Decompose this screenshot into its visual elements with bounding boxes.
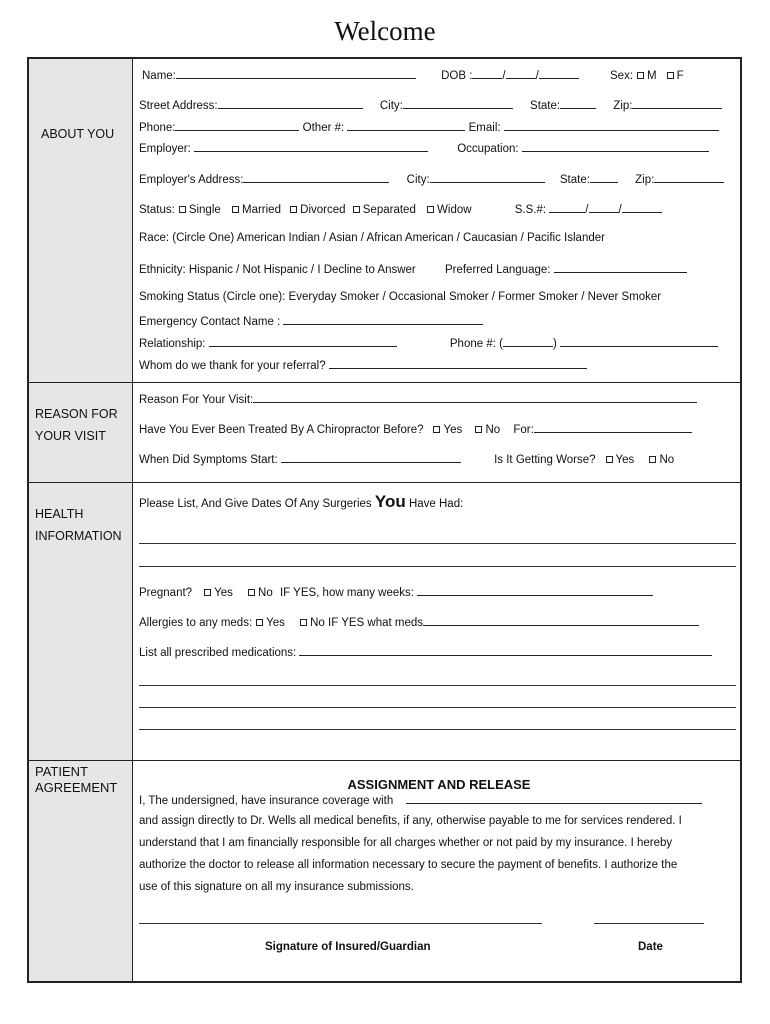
section-label-reason: REASON FOR YOUR VISIT: [35, 407, 118, 443]
pregnant-no-checkbox[interactable]: [248, 589, 255, 596]
phone-row: Phone: Other #: Email:: [139, 120, 719, 134]
chiro-no-checkbox[interactable]: [475, 426, 482, 433]
agreement-line-1: I, The undersigned, have insurance coverage with: [139, 793, 739, 807]
chiropractor-row: Have You Ever Been Treated By A Chiropractor Before? Yes No For:: [139, 422, 692, 436]
agreement-line-2: and assign directly to Dr. Wells all medical benefits, if any, otherwise payable to me for services rendered. I: [139, 815, 682, 827]
patient-intake-form: [27, 57, 742, 983]
page-title: Welcome: [334, 16, 436, 46]
emergency-phone-field[interactable]: [560, 336, 718, 347]
ethnicity-options[interactable]: Ethnicity: Hispanic / Not Hispanic / I Decline to Answer: [139, 264, 416, 276]
status-divorced-checkbox[interactable]: [290, 206, 297, 213]
allergy-meds-field[interactable]: [423, 615, 699, 626]
city-field[interactable]: [403, 98, 513, 109]
pregnant-row: Pregnant? Yes No IF YES, how many weeks:: [139, 585, 653, 599]
relationship-row: Relationship: Phone #: ( ): [139, 336, 718, 350]
symptoms-row: When Did Symptoms Start: Is It Getting Worse? Yes No: [139, 454, 675, 466]
sex-f-checkbox[interactable]: [667, 72, 674, 79]
status-widow-checkbox[interactable]: [427, 206, 434, 213]
signature-line[interactable]: [139, 923, 542, 924]
emergency-contact-row: Emergency Contact Name :: [139, 314, 483, 328]
sex-m-checkbox[interactable]: [637, 72, 644, 79]
dob-month-field[interactable]: [472, 68, 502, 79]
referral-field[interactable]: [329, 358, 587, 369]
surgeries-line-1[interactable]: [139, 543, 736, 544]
medications-line-1[interactable]: [139, 685, 736, 686]
agreement-line-4: authorize the doctor to release all information necessary to secure the payment of benefits. I authorize the: [139, 859, 678, 871]
surgeries-line-2[interactable]: [139, 566, 736, 567]
surgeries-row: Please List, And Give Dates Of Any Surgeries You Have Had:: [139, 492, 464, 511]
phone-field[interactable]: [175, 120, 299, 131]
employer-state-field[interactable]: [590, 172, 618, 183]
agreement-line-3: understand that I am financially responsible for all charges whether or not paid by my insurance. I hereby: [139, 837, 673, 849]
chiro-yes-checkbox[interactable]: [433, 426, 440, 433]
date-line[interactable]: [594, 923, 704, 924]
insurance-company-field[interactable]: [406, 793, 702, 804]
relationship-field[interactable]: [209, 336, 397, 347]
employer-zip-field[interactable]: [654, 172, 724, 183]
race-row[interactable]: Race: (Circle One) American Indian / Asian / African American / Caucasian / Pacific Islander: [139, 232, 605, 244]
name-field[interactable]: [176, 68, 416, 79]
section-label-agreement: PATIENT AGREEMENT: [35, 764, 118, 795]
other-phone-field[interactable]: [347, 120, 465, 131]
referral-row: Whom do we thank for your referral?: [139, 358, 587, 372]
ss-part2-field[interactable]: [589, 202, 619, 213]
assignment-heading: ASSIGNMENT AND RELEASE: [347, 777, 531, 792]
agreement-line-5: use of this signature on all my insurance submissions.: [139, 881, 414, 893]
worse-no-checkbox[interactable]: [649, 456, 656, 463]
pregnant-weeks-field[interactable]: [417, 585, 653, 596]
medications-field[interactable]: [299, 645, 712, 656]
chiro-for-field[interactable]: [534, 422, 692, 433]
dob-year-field[interactable]: [539, 68, 579, 79]
allergies-no-checkbox[interactable]: [300, 619, 307, 626]
email-field[interactable]: [504, 120, 719, 131]
ss-part3-field[interactable]: [622, 202, 662, 213]
emergency-area-code-field[interactable]: [503, 336, 553, 347]
medications-line-3[interactable]: [139, 729, 736, 730]
allergies-yes-checkbox[interactable]: [256, 619, 263, 626]
ss-part1-field[interactable]: [549, 202, 585, 213]
employer-row: Employer: Occupation:: [139, 141, 709, 155]
street-field[interactable]: [218, 98, 363, 109]
reason-row: Reason For Your Visit:: [139, 392, 697, 406]
status-separated-checkbox[interactable]: [353, 206, 360, 213]
divider-reason: [29, 382, 740, 383]
allergies-row: Allergies to any meds: Yes No IF YES what meds: [139, 615, 699, 629]
status-row: Status: Single Married Divorced Separated Widow S.S.#: / /: [139, 202, 662, 216]
state-field[interactable]: [560, 98, 596, 109]
section-label-about: ABOUT YOU: [41, 127, 115, 141]
status-married-checkbox[interactable]: [232, 206, 239, 213]
occupation-field[interactable]: [522, 141, 709, 152]
worse-yes-checkbox[interactable]: [606, 456, 613, 463]
emergency-contact-field[interactable]: [283, 314, 483, 325]
employer-city-field[interactable]: [430, 172, 545, 183]
signature-label: Signature of Insured/Guardian: [265, 941, 431, 953]
status-single-checkbox[interactable]: [179, 206, 186, 213]
symptoms-start-field[interactable]: [281, 452, 461, 463]
divider-agreement: [29, 760, 740, 761]
reason-field[interactable]: [253, 392, 697, 403]
name-row: Name: DOB : / / Sex: M F: [142, 70, 684, 82]
ethnicity-row: Ethnicity: Hispanic / Not Hispanic / I Decline to Answer Preferred Language:: [139, 262, 687, 276]
medications-row: List all prescribed medications:: [139, 645, 712, 659]
smoking-row[interactable]: Smoking Status (Circle one): Everyday Smoker / Occasional Smoker / Former Smoker / Never Smoker: [139, 291, 662, 303]
employer-address-field[interactable]: [243, 172, 389, 183]
zip-field[interactable]: [632, 98, 722, 109]
divider-health: [29, 482, 740, 483]
employer-address-row: Employer's Address: City: State: Zip:: [139, 172, 724, 186]
pregnant-yes-checkbox[interactable]: [204, 589, 211, 596]
dob-day-field[interactable]: [506, 68, 536, 79]
employer-field[interactable]: [194, 141, 428, 152]
address-row: Street Address: City: State: Zip:: [139, 98, 722, 112]
medications-line-2[interactable]: [139, 707, 736, 708]
date-label: Date: [638, 941, 663, 953]
section-label-health: HEALTH INFORMATION: [35, 507, 122, 543]
preferred-language-field[interactable]: [554, 262, 687, 273]
